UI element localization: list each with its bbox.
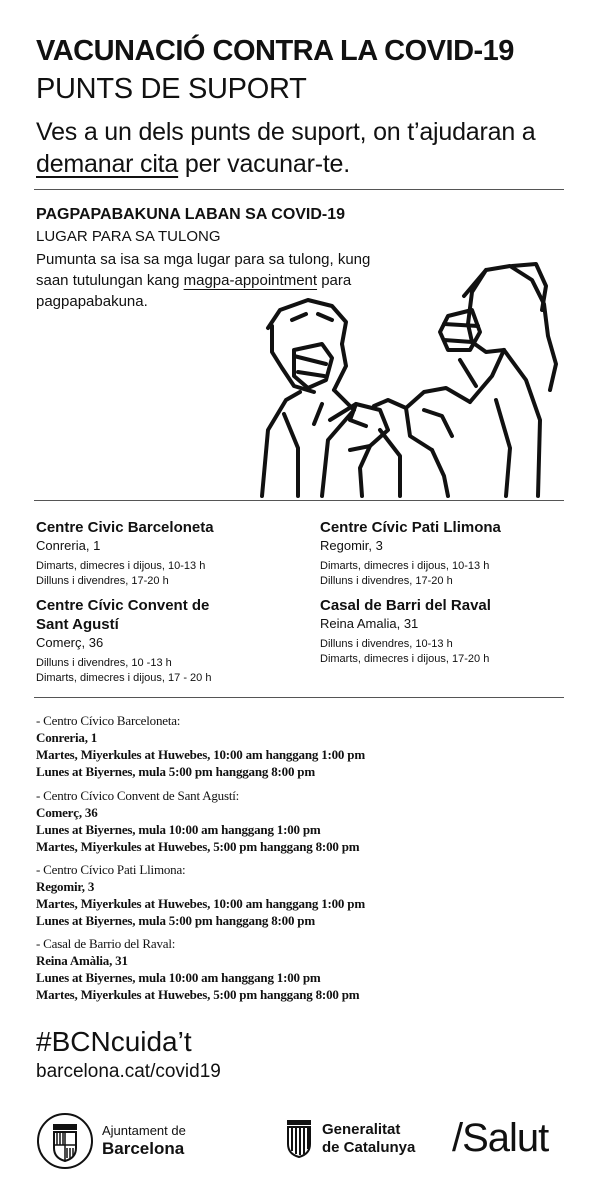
page-title: VACUNACIÓ CONTRA LA COVID-19 <box>36 35 514 67</box>
tagalog-location-name: - Centro Cívico Convent de Sant Agustí: <box>36 788 240 803</box>
tagalog-location-hours: Lunes at Biyernes, mula 10:00 am hanggang 1:00 pm <box>36 822 321 837</box>
tagalog-location-raval <box>36 935 576 1003</box>
tagalog-location-address: Reina Amàlia, 31 <box>36 953 128 968</box>
tagalog-location-hours: Martes, Miyerkules at Huwebes, 5:00 pm hanggang 8:00 pm <box>36 839 360 854</box>
tagalog-location-hours: Martes, Miyerkules at Huwebes, 10:00 am hanggang 1:00 pm <box>36 747 365 762</box>
location-card-pati-llimona <box>320 518 580 589</box>
location-name: Centre Cívic Convent de Sant Agustí <box>36 597 210 633</box>
tagalog-location-name: - Centro Cívico Pati Llimona: <box>36 862 186 877</box>
tagalog-location-sant-agusti <box>36 787 576 855</box>
location-hours: Dimarts, dimecres i dijous, 17 - 20 h <box>36 672 212 684</box>
location-address: Regomir, 3 <box>320 538 383 553</box>
gen-logo-line2: de Catalunya <box>322 1139 416 1156</box>
barcelona-seal-icon <box>36 1112 94 1170</box>
bcn-logo-line2: Barcelona <box>102 1139 185 1158</box>
tagalog-location-address: Conreria, 1 <box>36 730 98 745</box>
location-hours: Dimarts, dimecres i dijous, 17-20 h <box>320 653 490 665</box>
tagalog-location-hours: Lunes at Biyernes, mula 5:00 pm hanggang 8:00 pm <box>36 764 315 779</box>
location-address: Conreria, 1 <box>36 538 101 553</box>
location-address: Comerç, 36 <box>36 635 104 650</box>
intro-text <box>36 116 576 180</box>
generalitat-logo <box>284 1118 444 1162</box>
vaccination-illustration <box>210 240 570 500</box>
location-card-barceloneta <box>36 518 296 589</box>
location-card-sant-agusti <box>36 596 236 686</box>
tagalog-location-name: - Centro Cívico Barceloneta: <box>36 713 181 728</box>
location-hours: Dilluns i divendres, 10-13 h <box>320 638 453 650</box>
salut-logo: /Salut <box>452 1116 549 1160</box>
location-hours: Dilluns i divendres, 17-20 h <box>320 575 453 587</box>
tagalog-location-name: - Casal de Barrio del Raval: <box>36 936 176 951</box>
location-name: Casal de Barri del Raval <box>320 597 491 614</box>
page-subtitle: PUNTS DE SUPORT <box>36 73 307 105</box>
tagalog-location-hours: Martes, Miyerkules at Huwebes, 5:00 pm hanggang 8:00 pm <box>36 987 360 1002</box>
generalitat-seal-icon <box>284 1118 314 1158</box>
website-link[interactable]: barcelona.cat/covid19 <box>36 1061 221 1082</box>
location-address: Reina Amalia, 31 <box>320 616 419 631</box>
appointment-link[interactable]: demanar cita <box>36 150 179 178</box>
ajuntament-barcelona-logo <box>36 1112 206 1170</box>
location-hours: Dilluns i divendres, 17-20 h <box>36 575 169 587</box>
tagalog-location-hours: Lunes at Biyernes, mula 5:00 pm hanggang 8:00 pm <box>36 913 315 928</box>
location-card-raval <box>320 596 580 667</box>
tagalog-location-hours: Martes, Miyerkules at Huwebes, 10:00 am hanggang 1:00 pm <box>36 896 365 911</box>
tagalog-title: PAGPAPABAKUNA LABAN SA COVID-19 <box>36 206 346 223</box>
bcn-logo-line1: Ajuntament de <box>102 1123 186 1138</box>
gen-logo-line1: Generalitat <box>322 1121 401 1138</box>
tagalog-location-address: Regomir, 3 <box>36 879 95 894</box>
tagalog-location-pati-llimona <box>36 861 576 929</box>
location-name: Centre Civic Barceloneta <box>36 519 214 536</box>
tagalog-intro-end: para pagpapabakuna. <box>36 272 352 310</box>
location-hours: Dilluns i divendres, 10 -13 h <box>36 657 172 669</box>
intro-text-end: per vacunar-te. <box>178 150 351 178</box>
location-hours: Dimarts, dimecres i dijous, 10-13 h <box>320 560 490 572</box>
intro-text-start: Ves a un dels punts de suport, on t’ajudaran a <box>36 118 536 146</box>
tagalog-location-address: Comerç, 36 <box>36 805 98 820</box>
tagalog-location-hours: Lunes at Biyernes, mula 10:00 am hanggang 1:00 pm <box>36 970 321 985</box>
hashtag: #BCNcuida’t <box>36 1026 192 1057</box>
tagalog-appointment-link[interactable]: magpa-appointment <box>183 272 318 289</box>
location-name: Centre Cívic Pati Llimona <box>320 519 501 536</box>
tagalog-location-barceloneta <box>36 712 576 780</box>
divider-locations <box>34 697 564 698</box>
divider-top <box>34 189 564 190</box>
divider-illustration <box>34 500 564 501</box>
tagalog-subtitle: LUGAR PARA SA TULONG <box>36 228 221 245</box>
tagalog-intro-start: Pumunta sa isa sa mga lugar para sa tulong, kung saan tutulungan kang <box>36 251 371 289</box>
location-hours: Dimarts, dimecres i dijous, 10-13 h <box>36 560 206 572</box>
